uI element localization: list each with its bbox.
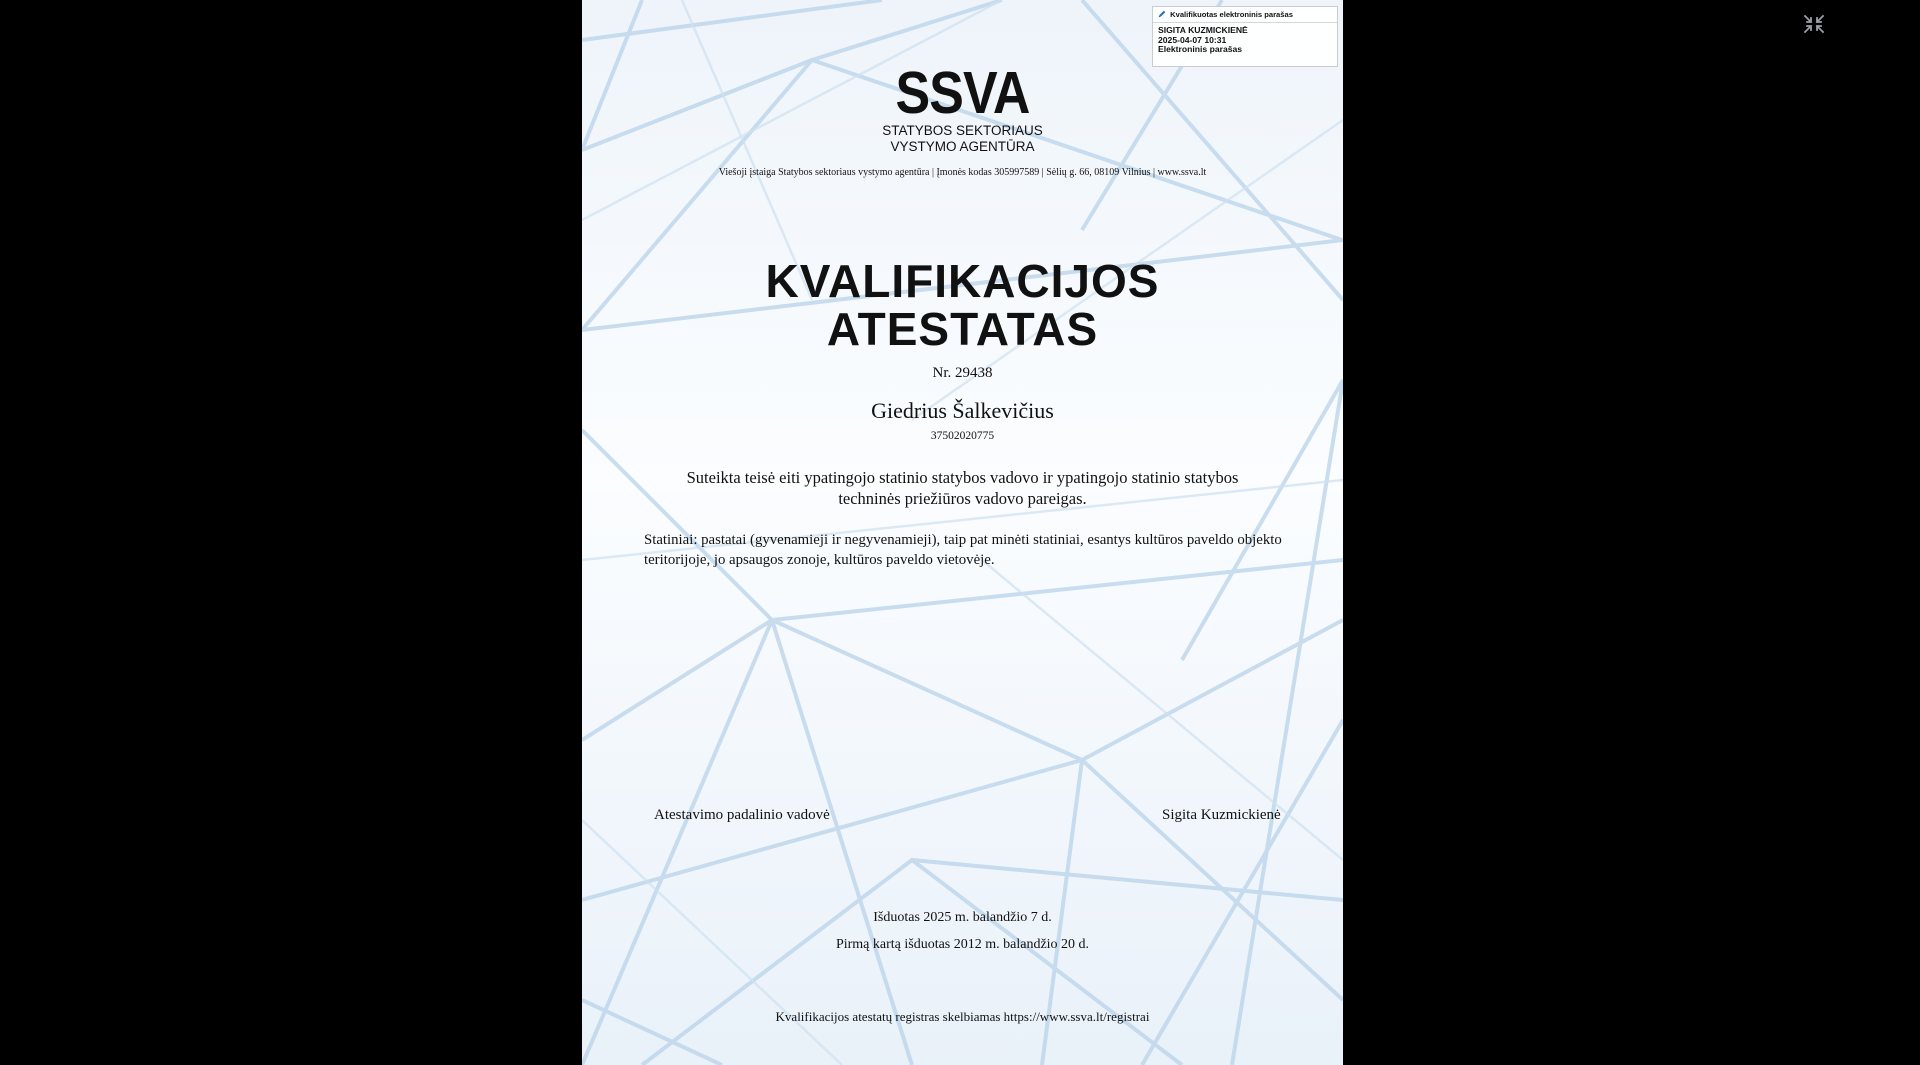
signature-details bbox=[1153, 23, 1337, 55]
signature-type: Elektroninis parašas bbox=[1158, 44, 1243, 55]
holder-name: Giedrius Šalkevičius bbox=[871, 398, 1054, 423]
personal-code: 37502020775 bbox=[930, 430, 995, 442]
pen-icon bbox=[1158, 8, 1166, 23]
organization-info: Viešoji įstaiga Statybos sektoriaus vystymo agentūra | Įmonės kodas 305997589 | Sėlių g. 66, 08109 Vilnius | www.ssva.lt bbox=[718, 167, 1207, 178]
exit-fullscreen-icon bbox=[1803, 14, 1825, 34]
objects-description: Statiniai: pastatai (gyvenamieji ir negyvenamieji), taip pat minėti statiniai, esantys kultūros paveldo objekto teritorijoje, jo apsaugos zonoje, kultūros paveldo vietovėje. bbox=[644, 532, 1282, 568]
first-issue-date: Pirmą kartą išduotas 2012 m. balandžio 20 d. bbox=[835, 937, 1090, 952]
signature-datetime: 2025-04-07 10:31 bbox=[1158, 34, 1227, 45]
signature-header-text: Kvalifikuotas elektroninis parašas bbox=[1170, 10, 1293, 19]
issue-date: Išduotas 2025 m. balandžio 7 d. bbox=[873, 910, 1052, 925]
registry-note: Kvalifikacijos atestatų registras skelbiamas https://www.ssva.lt/registrai bbox=[775, 1009, 1150, 1024]
certificate-content bbox=[582, 0, 1343, 1065]
certificate-title-line2: ATESTATAS bbox=[826, 303, 1099, 355]
certificate-page bbox=[582, 0, 1343, 1065]
certificate-title-line1: KVALIFIKACIJOS bbox=[765, 255, 1160, 307]
signature-signer: SIGITA KUZMICKIENĖ bbox=[1158, 25, 1248, 35]
electronic-signature-stamp bbox=[1152, 6, 1338, 67]
exit-fullscreen-button[interactable] bbox=[1803, 14, 1825, 34]
signature-header bbox=[1153, 7, 1337, 23]
ssva-logo: SSVA bbox=[895, 60, 1030, 126]
granted-right: Suteikta teisė eiti ypatingojo statinio statybos vadovo ir ypatingojo statinio statybos techninės priežiūros vadovo pareigas. bbox=[686, 468, 1239, 508]
certificate-number: Nr. 29438 bbox=[932, 365, 993, 381]
logo-subtitle-line1: STATYBOS SEKTORIAUS bbox=[882, 123, 1043, 138]
logo-subtitle-line2: VYSTYMO AGENTŪRA bbox=[890, 139, 1035, 154]
signatory-name: Sigita Kuzmickienė bbox=[1162, 807, 1281, 823]
signatory-position: Atestavimo padalinio vadovė bbox=[654, 807, 830, 823]
